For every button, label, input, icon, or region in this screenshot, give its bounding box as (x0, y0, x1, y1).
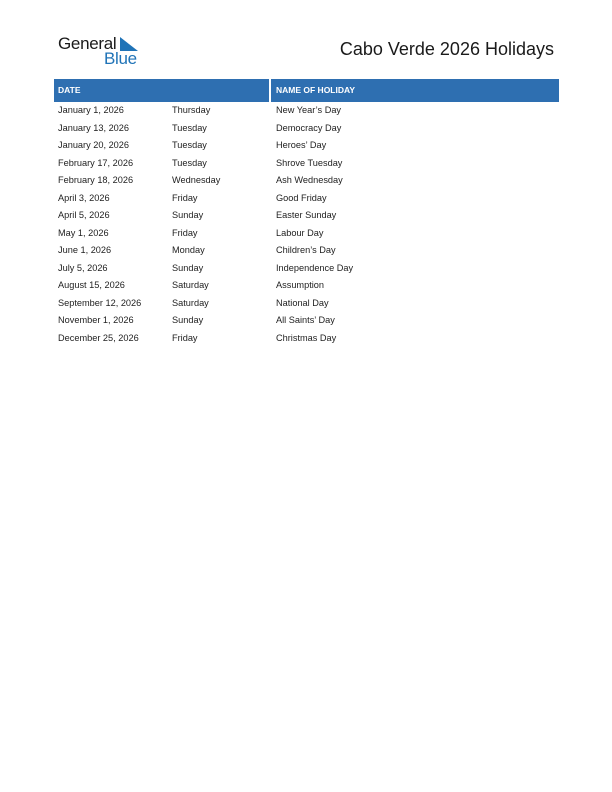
holiday-weekday: Saturday (172, 297, 209, 308)
holiday-weekday: Sunday (172, 315, 204, 325)
holiday-weekday: Thursday (172, 105, 211, 115)
holiday-date: August 15, 2026 (58, 280, 125, 290)
holiday-weekday: Wednesday (172, 175, 221, 185)
holiday-name: Independence Day (276, 262, 354, 273)
table-row (54, 190, 559, 208)
holiday-date: June 1, 2026 (58, 245, 112, 255)
holiday-weekday: Sunday (172, 262, 204, 273)
holiday-date: May 1, 2026 (58, 227, 109, 238)
column-header-date: DATE (58, 85, 81, 95)
table-row (54, 225, 559, 243)
table-row (54, 102, 559, 120)
page-title: Cabo Verde 2026 Holidays (339, 39, 554, 59)
column-header-holiday-name: NAME OF HOLIDAY (276, 85, 356, 95)
holiday-name: Children’s Day (276, 245, 336, 255)
holiday-date: January 1, 2026 (58, 105, 124, 115)
holiday-name: All Saints’ Day (276, 315, 335, 325)
holiday-weekday: Friday (172, 192, 198, 203)
holiday-weekday: Monday (172, 245, 205, 255)
holiday-name: Shrove Tuesday (276, 157, 343, 168)
table-row (54, 137, 559, 155)
table-row (54, 295, 559, 313)
holiday-weekday: Friday (172, 227, 198, 238)
holiday-date: January 20, 2026 (58, 140, 130, 150)
holiday-name: Assumption (276, 280, 325, 290)
holiday-date: April 5, 2026 (58, 210, 110, 220)
table-row (54, 155, 559, 173)
table-row (54, 260, 559, 278)
holiday-name: Heroes’ Day (276, 140, 327, 150)
holiday-date: April 3, 2026 (58, 192, 110, 203)
table-header (54, 79, 559, 102)
holiday-date: November 1, 2026 (58, 315, 134, 325)
table-row (54, 207, 559, 225)
holiday-name: Good Friday (276, 192, 327, 203)
holiday-date: December 25, 2026 (58, 332, 139, 343)
holiday-weekday: Tuesday (172, 140, 207, 150)
table-row (54, 120, 559, 138)
holiday-name: Labour Day (276, 227, 324, 238)
holiday-name: Easter Sunday (276, 210, 337, 220)
generalblue-logo (58, 34, 148, 70)
logo-text-general: General (58, 34, 117, 53)
holiday-weekday: Sunday (172, 210, 204, 220)
header-divider (269, 79, 271, 102)
holiday-date: September 12, 2026 (58, 297, 142, 308)
table-row (54, 312, 559, 330)
table-row (54, 330, 559, 348)
logo-text-blue: Blue (104, 49, 137, 68)
holiday-name: Democracy Day (276, 122, 342, 133)
holiday-name: Ash Wednesday (276, 175, 343, 185)
holiday-weekday: Tuesday (172, 157, 207, 168)
table-body (54, 102, 559, 347)
holiday-weekday: Saturday (172, 280, 209, 290)
holiday-weekday: Tuesday (172, 122, 207, 133)
holiday-name: Christmas Day (276, 332, 337, 343)
holidays-table (54, 79, 559, 347)
table-row (54, 277, 559, 295)
holiday-name: National Day (276, 297, 329, 308)
holiday-date: July 5, 2026 (58, 262, 108, 273)
holiday-name: New Year’s Day (276, 105, 342, 115)
holiday-date: February 18, 2026 (58, 175, 134, 185)
holiday-date: February 17, 2026 (58, 157, 134, 168)
holiday-weekday: Friday (172, 332, 198, 343)
holiday-date: January 13, 2026 (58, 122, 130, 133)
table-row (54, 242, 559, 260)
table-row (54, 172, 559, 190)
